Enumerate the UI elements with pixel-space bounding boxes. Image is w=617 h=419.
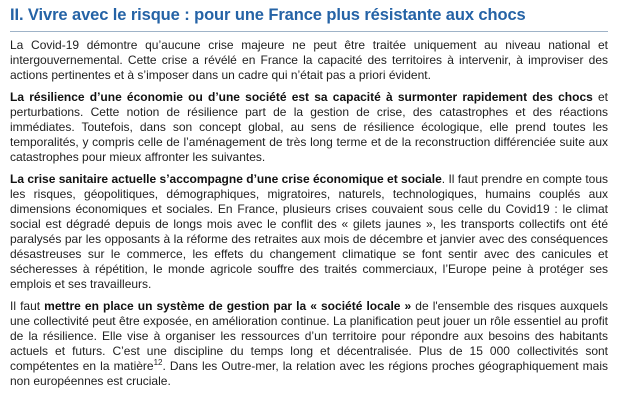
paragraph-text: . Il faut prendre en compte tous les risques, géopolitiques, démographiques, migratoires, naturels, technologiques, humains couplés aux dimensions économiques et sociales. En France, plusieurs crises couvaient sous celle du Covid19 : le climat social est dégradé depuis de longs mois avec le conflit des « gilets jaunes », les transports collectifs ont été paralysés par les opposants à la réforme des retraites aux mois de décembre et janvier avec des conséquences désastreuses sur le commerce, les effets du changement climatique se font sentir avec des canicules et sécheresses à répétition, le monde agricole souffre des traités commerciaux, l’Europe peine à protéger ses emplois et ses travailleurs. <box>10 171 608 291</box>
paragraph-emphasis: La résilience d’une économie ou d’une société est sa capacité à surmonter rapidement des chocs <box>10 89 593 104</box>
paragraph-text: La Covid-19 démontre qu’aucune crise majeure ne peut être traitée uniquement au niveau national et intergouvernemental. Cette crise a révélé en France la capacité des territoires à intervenir, à improviser des actions pertinentes et à s’imposer dans un cadre qui n’était pas a priori évident. <box>10 37 608 82</box>
paragraph-text: de l'ensemble des risques auxquels une collectivité peut être exposée, en amélioration continue. La planification peut jouer un rôle essentiel au profit de la résilience. Elle vise à organiser les ressources d’un territoire pour répondre aux besoins des habitants actuels et futurs. C’est une discipline du temps long et décentralisée. Plus de 15 000 collectivités sont compétentes en la matière <box>10 298 608 373</box>
paragraph-crisis <box>10 172 608 292</box>
paragraph-intro: Il faut <box>10 298 45 313</box>
section-heading: II. Vivre avec le risque : pour une France plus résistante aux chocs <box>10 6 608 32</box>
paragraph-covid-intro <box>10 38 608 83</box>
paragraph-text: et perturbations. Cette notion de résilience part de la gestion de crise, des catastrophes et des réactions immédiates. Toutefois, dans son concept global, au sens de résilience écologique, elle prend toutes les temporalités, y compris celle de l’aménagement de très long terme et de la reconstruction différenciée suite aux catastrophes pour mieux affronter les suivantes. <box>10 89 609 164</box>
paragraph-local-management <box>10 299 608 389</box>
paragraph-emphasis: La crise sanitaire actuelle s’accompagne d’une crise économique et sociale <box>10 171 442 186</box>
paragraph-emphasis: mettre en place un système de gestion par la « société locale » <box>44 298 412 313</box>
footnote-reference[interactable]: 12 <box>153 357 163 367</box>
paragraph-tail: . Dans les Outre-mer, la relation avec les régions proches géographiquement mais non européennes est cruciale. <box>10 358 608 388</box>
paragraph-resilience <box>10 90 608 165</box>
